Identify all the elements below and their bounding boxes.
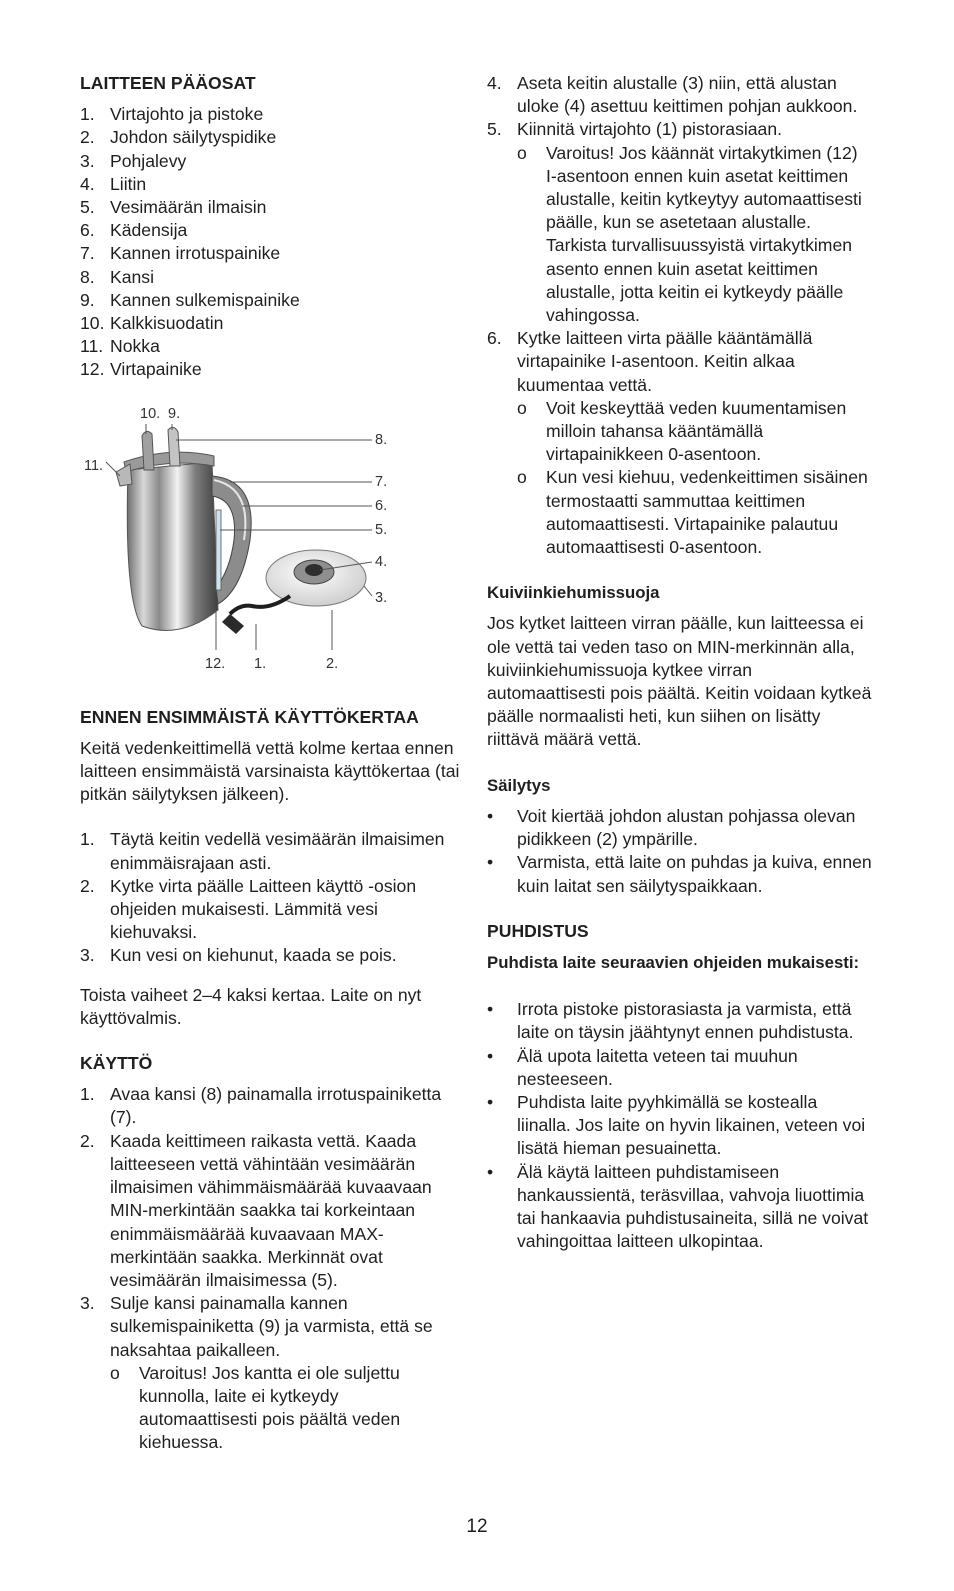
- dry-boil-text: Jos kytket laitteen virran päälle, kun laitteessa ei ole vettä tai veden taso on MIN-merkinnän alla, kuiviinkiehumissuoja kytkee virran automaattisesti pois päältä. Keitin voidaan kytkeä päälle normaalisti heti, kun siihen on lisätty riittävä määrä vettä.: [487, 613, 872, 750]
- list-item: 1. Virtajohto ja pistoke: [80, 104, 264, 125]
- page-number: 12: [466, 1516, 488, 1537]
- parts-list: [80, 103, 460, 381]
- use-step3-warning: o Varoitus! Jos kantta ei ole suljettu kunnolla, laite ei kytkeydy automaattisesti pois päältä veden kiehuessa.: [110, 1362, 401, 1453]
- dry-boil-heading: Kuiviinkiehumissuoja: [487, 583, 660, 603]
- first-use-outro: Toista vaiheet 2–4 kaksi kertaa. Laite on nyt käyttövalmis.: [80, 984, 422, 1028]
- list-item: 2. Johdon säilytyspidike: [80, 127, 277, 148]
- list-item: 1. Avaa kansi (8) painamalla irrotuspainiketta (7).: [80, 1084, 442, 1128]
- list-item: • Irrota pistoke pistorasiasta ja varmista, että laite on täysin jäähtynyt ennen puhdistusta.: [487, 999, 854, 1043]
- step6-note: o Voit keskeyttää veden kuumentamisen milloin tahansa kääntämällä virtapainikkeen 0-asentoon.: [517, 397, 847, 465]
- use-steps-continued: [487, 72, 872, 142]
- cleaning-subheading: Puhdista laite seuraavien ohjeiden mukaisesti:: [487, 952, 860, 972]
- list-item: 10. Kalkkisuodatin: [80, 313, 224, 334]
- figure-label-3: 3.: [375, 589, 388, 606]
- list-item: 4. Liitin: [80, 173, 147, 194]
- step6-note: o Kun vesi kiehuu, vedenkeittimen sisäinen termostaatti sammuttaa keittimen automaattisesti. Virtapainike palautuu automaattisesti 0-asentoon.: [517, 467, 868, 558]
- list-item: 6. Kytke laitteen virta päälle kääntämällä virtapainike I-asentoon. Keitin alkaa kuumentaa vettä.: [487, 328, 813, 395]
- list-item: 4. Aseta keitin alustalle (3) niin, että alustan uloke (4) asettuu keittimen pohjan aukkoon.: [487, 73, 858, 117]
- figure-label-9: 9.: [168, 405, 181, 422]
- list-item: 2. Kaada keittimeen raikasta vettä. Kaada laitteeseen vettä vähintään vesimäärän ilmaisimen vähimmäismäärää kuvaavaan MIN-merkintään saakka tai korkeintaan enimmäismäärää kuvaavaan MAX-merkintään saakka. Merkinnät ovat vesimäärän ilmaisimessa (5).: [80, 1130, 432, 1290]
- cleaning-list: [487, 998, 872, 1253]
- list-item: 9. Kannen sulkemispainike: [80, 289, 300, 310]
- step5-warning: o Varoitus! Jos käännät virtakytkimen (12) I-asentoon ennen kuin asetat keittimen alustalle, keitin kytkeytyy automaattisesti päälle, kun se asetetaan alustalle. Tarkista turvallisuussyistä virtakytkimen asento ennen kuin asetat keittimen alustalle, jotta keitin ei kytkeydy päälle vahingossa.: [517, 142, 862, 326]
- list-item: 8. Kansi: [80, 266, 155, 287]
- figure-label-7: 7.: [375, 473, 388, 490]
- list-item: • Älä upota laitetta veteen tai muuhun nesteeseen.: [487, 1045, 798, 1089]
- figure-label-11: 11.: [84, 457, 104, 474]
- figure-label-12: 12.: [205, 655, 226, 672]
- list-item: 2. Kytke virta päälle Laitteen käyttö -osion ohjeiden mukaisesti. Lämmitä vesi kiehuvaksi.: [80, 875, 417, 943]
- parts-heading: LAITTEEN PÄÄOSAT: [80, 73, 256, 93]
- list-item: 3. Kun vesi on kiehunut, kaada se pois.: [80, 945, 397, 966]
- first-use-steps: [80, 828, 460, 967]
- kettle-figure: [80, 400, 400, 688]
- first-use-heading: ENNEN ENSIMMÄISTÄ KÄYTTÖKERTAA: [80, 706, 419, 727]
- list-item: 7. Kannen irrotuspainike: [80, 243, 281, 264]
- storage-list: [487, 805, 872, 898]
- list-item: 3. Pohjalevy: [80, 150, 187, 171]
- figure-label-4: 4.: [375, 553, 388, 570]
- left-column: [80, 72, 460, 1455]
- right-column: [487, 72, 872, 1253]
- first-use-intro: Keitä vedenkeittimellä vettä kolme kertaa ennen laitteen ensimmäistä varsinaista käyttökertaa (tai pitkän säilytyksen jälkeen).: [80, 737, 460, 805]
- use-heading: KÄYTTÖ: [80, 1053, 153, 1074]
- list-item: • Voit kiertää johdon alustan pohjassa olevan pidikkeen (2) ympärille.: [487, 805, 856, 850]
- list-item: 5. Kiinnitä virtajohto (1) pistorasiaan.: [487, 119, 783, 140]
- list-item: 11. Nokka: [80, 336, 160, 357]
- figure-label-1: 1.: [254, 655, 267, 672]
- list-item: 5. Vesimäärän ilmaisin: [80, 197, 267, 218]
- list-item: • Älä käytä laitteen puhdistamiseen hankaussientä, teräsvillaa, vahvoja liuottimia tai hankaavia puhdistusaineita, sillä ne voivat vahingoittaa laitteen ulkopintaa.: [487, 1161, 869, 1252]
- list-item: 6. Kädensija: [80, 220, 188, 241]
- figure-label-6: 6.: [375, 497, 388, 514]
- step6: [487, 327, 872, 397]
- list-item: 1. Täytä keitin vedellä vesimäärän ilmaisimen enimmäisrajaan asti.: [80, 829, 445, 873]
- figure-label-2: 2.: [326, 655, 339, 672]
- cleaning-heading: PUHDISTUS: [487, 920, 589, 941]
- figure-label-8: 8.: [375, 431, 388, 448]
- list-item: 12. Virtapainike: [80, 359, 202, 380]
- figure-label-10: 10.: [140, 405, 161, 422]
- list-item: 3. Sulje kansi painamalla kannen sulkemispainiketta (9) ja varmista, että se naksahtaa paikalleen.: [80, 1293, 433, 1360]
- list-item: • Puhdista laite pyyhkimällä se kostealla liinalla. Jos laite on hyvin likainen, veteen voi lisätä hieman pesuainetta.: [487, 1091, 866, 1159]
- figure-label-5: 5.: [375, 521, 388, 538]
- kettle-illustration: [80, 400, 400, 688]
- list-item: • Varmista, että laite on puhdas ja kuiva, ennen kuin laitat sen säilytyspaikkaan.: [487, 852, 872, 896]
- storage-heading: Säilytys: [487, 775, 551, 795]
- use-steps: [80, 1083, 460, 1361]
